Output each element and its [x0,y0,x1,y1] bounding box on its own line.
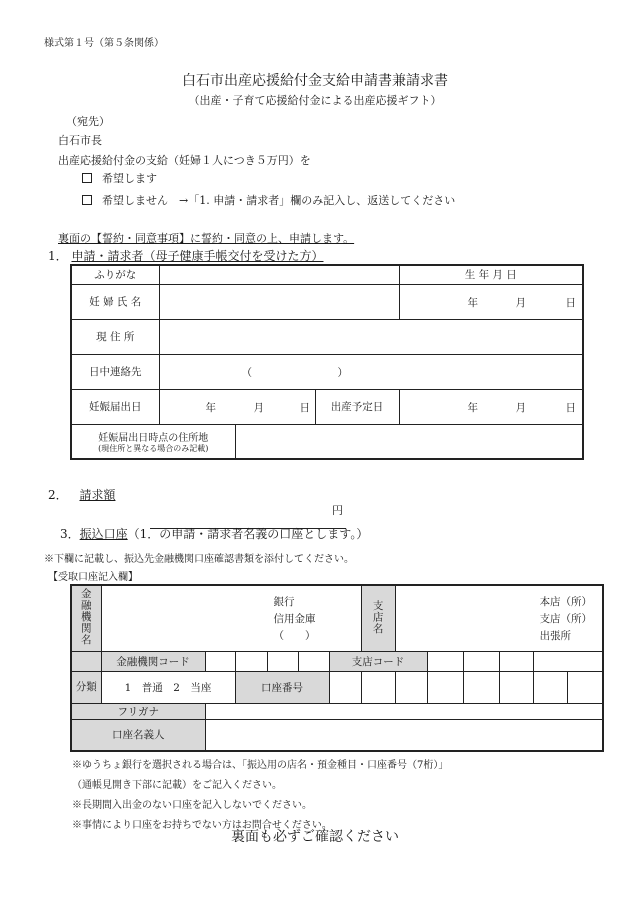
institution-types [274,594,316,645]
section2-num: 2． [48,488,68,502]
address-label: 現 住 所 [71,319,159,354]
section3-heading [60,525,368,542]
note-3: ※長期間入出金のない口座を記入しないでください。 [72,800,312,811]
preg-month: 月 [253,401,264,414]
note-2: （通帳見開き下部に記載）をご記入ください。 [72,780,282,791]
option-no-wish-label: 希望しません →「1. 申請・請求者」欄のみ記入し、返送してください [102,194,456,207]
branch-code-label: 支店コード [329,651,427,671]
birth-month: 月 [515,296,527,309]
applicant-table [70,264,584,460]
form-title: 白石市出産応援給付金支給申請書兼請求書 [182,73,448,89]
branch-code-digit-3[interactable] [499,651,533,671]
code-row-spacer [71,651,101,671]
type-head-office: 本店（所） [539,596,593,608]
account-number-label: 口座番号 [235,671,329,703]
due-day: 日 [565,401,577,414]
name-input[interactable] [159,284,399,319]
no-wish-checkbox[interactable] [82,195,92,205]
category-label [71,671,101,703]
section1-heading [48,247,323,264]
code-row-end [533,651,603,671]
branch-label-text: 支店名 [371,599,384,634]
section1-title: 申請・請求者（母子健康手帳交付を受けた方） [71,249,324,263]
form-subtitle: （出産・子育て応援給付金による出産応援ギフト） [188,94,442,107]
preg-address-input[interactable] [235,424,583,459]
type-bank: 銀行 [273,596,295,608]
holder-label: 口座名義人 [71,719,205,751]
branch-input[interactable] [395,585,603,651]
type-sub-office: 出張所 [539,630,572,642]
account-digit-2[interactable] [361,671,395,703]
option-wish-label: 希望します [102,172,157,185]
name-label: 妊 婦 氏 名 [71,284,159,319]
notes [72,756,448,836]
furigana-label: ふりがな [71,265,159,284]
inst-code-digit-4[interactable] [298,651,329,671]
institution-label-text: 金融機関名 [79,588,92,646]
institution-label [71,585,101,651]
contact-label: 日中連絡先 [71,354,159,389]
contact-paren-open: （ [241,366,252,379]
attach-note: ※下欄に記載し、振込先金融機関口座確認書類を添付してください。 [44,554,354,565]
section1-num: 1． [48,249,68,263]
inst-code-digit-2[interactable] [235,651,267,671]
branch-code-digit-2[interactable] [463,651,499,671]
preg-address-title: 妊娠届出日時点の住所地 [98,432,209,444]
due-date-input[interactable] [399,389,583,424]
holder-furigana-label: フリガナ [71,703,205,719]
address-input[interactable] [159,319,583,354]
branch-code-digit-1[interactable] [427,651,463,671]
option-no-wish[interactable] [82,192,455,208]
holder-input[interactable] [205,719,603,751]
addressee-label: （宛先） [66,115,110,128]
account-digit-6[interactable] [499,671,533,703]
birth-year: 年 [467,296,479,309]
account-digit-8[interactable] [567,671,603,703]
institution-input[interactable] [101,585,361,651]
option-wish[interactable] [82,170,157,186]
section3-num: 3． [60,527,80,541]
contact-input[interactable] [159,354,583,389]
account-digit-3[interactable] [395,671,427,703]
pledge-note: 裏面の【誓約・同意事項】に誓約・同意の上、申請します。 [58,232,355,245]
type-branch-office: 支店（所） [539,613,593,625]
payment-request-text: 出産応援給付金の支給（妊婦１人につき５万円）を [58,154,311,167]
account-digit-1[interactable] [329,671,361,703]
holder-furigana-input[interactable] [205,703,603,719]
birth-date-label: 生 年 月 日 [399,265,583,284]
amount-unit: 円 [332,504,343,517]
furigana-input[interactable] [159,265,399,284]
preg-date-input[interactable] [159,389,315,424]
section2-heading [48,486,115,503]
preg-address-label [71,424,235,459]
due-month: 月 [515,401,527,414]
due-date-label: 出産予定日 [315,389,399,424]
bank-account-table [70,584,604,752]
contact-paren-close: ） [337,366,348,379]
account-type-select[interactable]: 1 普通 2 当座 [101,671,235,703]
inst-code-digit-3[interactable] [267,651,298,671]
account-digit-7[interactable] [533,671,567,703]
preg-address-note: (現住所と異なる場合のみ記載) [98,443,209,453]
section3-title: 振込口座 [79,527,128,541]
birth-day: 日 [565,296,577,309]
inst-code-digit-1[interactable] [205,651,235,671]
category-label-text: 分類 [75,680,97,693]
note-1: ※ゆうちょ銀行を選択される場合は、「振込用の店名・預金種目・口座番号（7桁）」 [72,760,449,771]
form-number: 様式第１号（第５条関係） [44,38,164,49]
branch-types [540,594,593,645]
account-table-label: 【受取口座記入欄】 [48,572,138,583]
birth-date-input[interactable] [399,284,583,319]
note-4: ※事情により口座をお持ちでない方はお問合せください。 [72,820,332,831]
account-digit-4[interactable] [427,671,463,703]
type-credit-union: 信用金庫 [273,613,316,625]
preg-day: 日 [299,401,310,414]
section2-title: 請求額 [79,488,116,502]
wish-checkbox[interactable] [82,173,92,183]
preg-year: 年 [205,401,216,414]
inst-code-label: 金融機関コード [101,651,205,671]
addressee: 白石市長 [58,134,102,147]
preg-date-label: 妊娠届出日 [71,389,159,424]
account-digit-5[interactable] [463,671,499,703]
type-blank: （ ） [273,630,316,642]
due-year: 年 [467,401,479,414]
section3-note: （1．の申請・請求者名義の口座とします。） [127,527,369,541]
back-notice: 裏面も必ずご確認ください [231,829,399,845]
branch-label [361,585,395,651]
